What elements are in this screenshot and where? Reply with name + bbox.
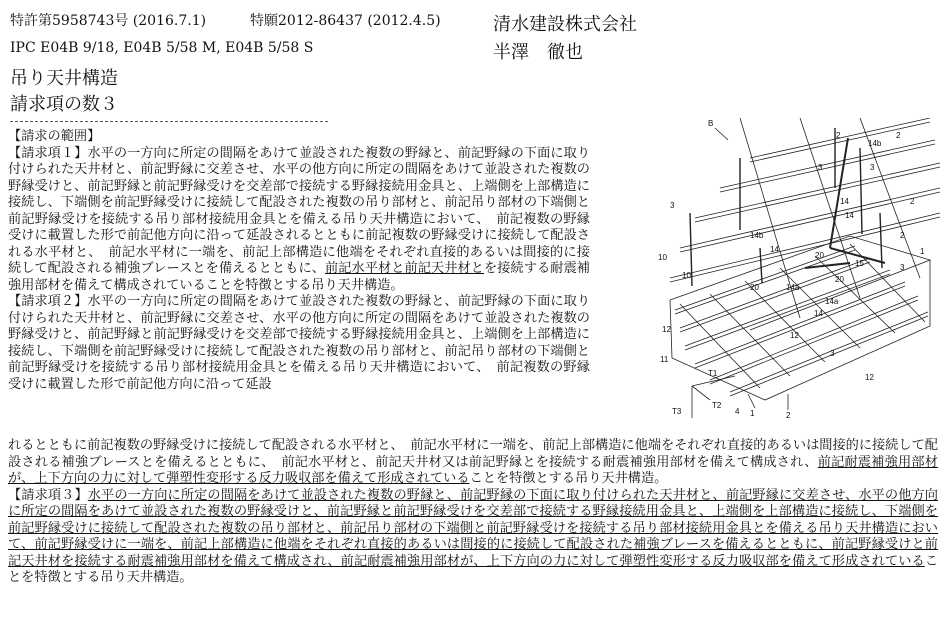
label-B: B <box>708 119 714 128</box>
label-2a: 2 <box>836 131 841 140</box>
claim-1-text: 水平の一方向に所定の間隔をあけて並設された複数の野縁と、前記野縁の下面に取り付けられた天井材と、前記野縁に交差させ、水平の他方向に所定の間隔をあけて並設された複数の野縁受けと、前記野縁と前記野縁受けを交差部で接続する野縁接続用金具と、上端側を上部構造に接続し、下端側を前記野縁受けに接続して配設された複数の吊り部材と、前記吊り部材の下端側と前記野縁受けを接続する吊り部材接続用金具とを備える吊り天井構造において、 前記複数の野縁受けに載置した形で前記他方向に沿って延設されるとともに前記複数の野縁受けに接続して配設される水平材と、 前記水平材に一端を、前記上部構造に他端をそれぞれ直接的あるいは間接的に接続して配設される補強ブレースとを備えるとともに、 <box>8 145 591 276</box>
ceiling-structure-figure <box>600 118 945 428</box>
label-T2: T2 <box>712 401 722 410</box>
label-2d: 2 <box>900 231 905 240</box>
claim-1-underlined-text: 前記水平材と前記天井材と <box>324 261 485 276</box>
claims-continuation <box>8 438 938 587</box>
label-20c: 20 <box>750 283 759 292</box>
claim-3-label: 【請求項３】 <box>8 487 88 503</box>
label-3c: 3 <box>670 201 675 210</box>
label-1a: 1 <box>920 247 925 256</box>
label-1b: 1 <box>750 409 755 418</box>
ceiling-panel-edge <box>670 236 930 330</box>
label-20a: 20 <box>815 251 824 260</box>
label-14a-low: 14a <box>825 297 839 306</box>
label-14-low: 14 <box>770 245 779 254</box>
claim-2-underlined-text: 前記耐震補強用部材が、上下方向の力に対して弾塑性変形する反力吸収部を備えて形成されている <box>8 454 938 486</box>
claim-1-label: 【請求項１】 <box>8 145 88 161</box>
claims-count: 請求項の数３ <box>10 94 118 115</box>
label-14a: 14 <box>840 197 849 206</box>
claim-1 <box>8 146 590 295</box>
ipc-classification: IPC E04B 9/18, E04B 5/58 M, E04B 5/58 S <box>10 40 314 56</box>
claim-2-text-cont: れるとともに前記複数の野縁受けに接続して配設される水平材と、 前記水平材に一端を、前記上部構造に他端をそれぞれ直接的あるいは間接的に接続して配設される補強ブレースとを備えるとともに、 前記水平材と、前記天井材又は前記野縁とを接続する耐震補強用部材を備えて構成され、 <box>8 438 938 470</box>
claim-2 <box>8 294 590 393</box>
patent-number: 特許第5958743号 (2016.7.1) <box>10 13 207 29</box>
label-3d: 3 <box>900 263 905 272</box>
label-12a: 12 <box>662 325 671 334</box>
claims-column <box>8 129 590 393</box>
inventor-name: 半澤 徹也 <box>493 42 583 63</box>
label-11: 11 <box>660 355 669 364</box>
label-T3: T3 <box>672 407 682 416</box>
label-12b: 12 <box>790 331 799 340</box>
claim-3-text-end: ことを特徴とする吊り天井構造。 <box>8 553 938 585</box>
claim-2-text-end: ことを特徴とする吊り天井構造。 <box>469 471 668 486</box>
claim-2-text: 水平の一方向に所定の間隔をあけて並設された複数の野縁と、前記野縁の下面に取り付けられた天井材と、前記野縁に交差させ、水平の他方向に所定の間隔をあけて並設された複数の野縁受けと、前記野縁と前記野縁受けを交差部で接続する野縁接続用金具と、上端側を上部構造に接続し、下端側を前記野縁受けに接続して配設された複数の吊り部材と、前記吊り部材の下端側と前記野縁受けを接続する吊り部材接続用金具とを備える吊り天井構造において、 前記複数の野縁受けに載置した形で前記他方向に沿って延設 <box>8 294 591 392</box>
label-4: 4 <box>735 407 740 416</box>
label-3a: 3 <box>818 163 823 172</box>
label-12c: 12 <box>865 373 874 382</box>
label-2e: 2 <box>786 411 791 420</box>
claim-2-label: 【請求項２】 <box>8 294 88 309</box>
application-number: 特願2012-86437 (2012.4.5) <box>250 13 441 29</box>
figure-labels <box>658 119 925 420</box>
label-3e: 3 <box>830 349 835 358</box>
claims-section-title: 【請求の範囲】 <box>8 129 101 144</box>
label-14b-mid: 14b <box>750 231 764 240</box>
label-10b: 10 <box>682 271 691 280</box>
label-14a-fig: 14a <box>786 283 800 292</box>
label-2b: 2 <box>896 131 901 140</box>
claim-3 <box>8 488 938 587</box>
label-14-bottom: 14 <box>814 309 823 318</box>
claim-2-continuation <box>8 438 938 488</box>
header-divider <box>10 121 328 122</box>
label-20b: 20 <box>835 275 844 284</box>
claim-1-text-end: を接続する耐震補強用部材を備えて構成されていることを特徴とする吊り天井構造。 <box>8 261 591 293</box>
label-14b-top: 14b <box>868 139 882 148</box>
invention-title: 吊り天井構造 <box>10 68 118 89</box>
label-14-mid: 14 <box>845 211 854 220</box>
claim-3-underlined-text: 水平の一方向に所定の間隔をあけて並設された複数の野縁と、前記野縁の下面に取り付けられた天井材と、前記野縁に交差させ、水平の他方向に所定の間隔をあけて並設された複数の野縁受けと、前記野縁と前記野縁受けを交差部で接続する野縁接続用金具と、上端側を上部構造に接続し、下端側を前記野縁受けに接続して配設された複数の吊り部材と、前記吊り部材の下端側と前記野縁受けを接続する吊り部材接続用金具とを備える吊り天井構造において、前記野縁受けに一端を、前記上部構造に他端をそれぞれ直接的あるいは間接的に接続して配設された補強ブレースを備えるとともに、前記野縁受けと前記天井材を接続する耐震補強用部材を備えて構成され、前記耐震補強用部材が、上下方向の力に対して弾塑性変形する反力吸収部を備えて形成されている <box>8 487 938 569</box>
applicant-name: 清水建設株式会社 <box>493 14 637 35</box>
label-10a: 10 <box>658 253 667 262</box>
label-T1: T1 <box>708 369 718 378</box>
label-15: 15 <box>855 259 864 268</box>
label-3b: 3 <box>870 163 875 172</box>
label-2c: 2 <box>910 197 915 206</box>
